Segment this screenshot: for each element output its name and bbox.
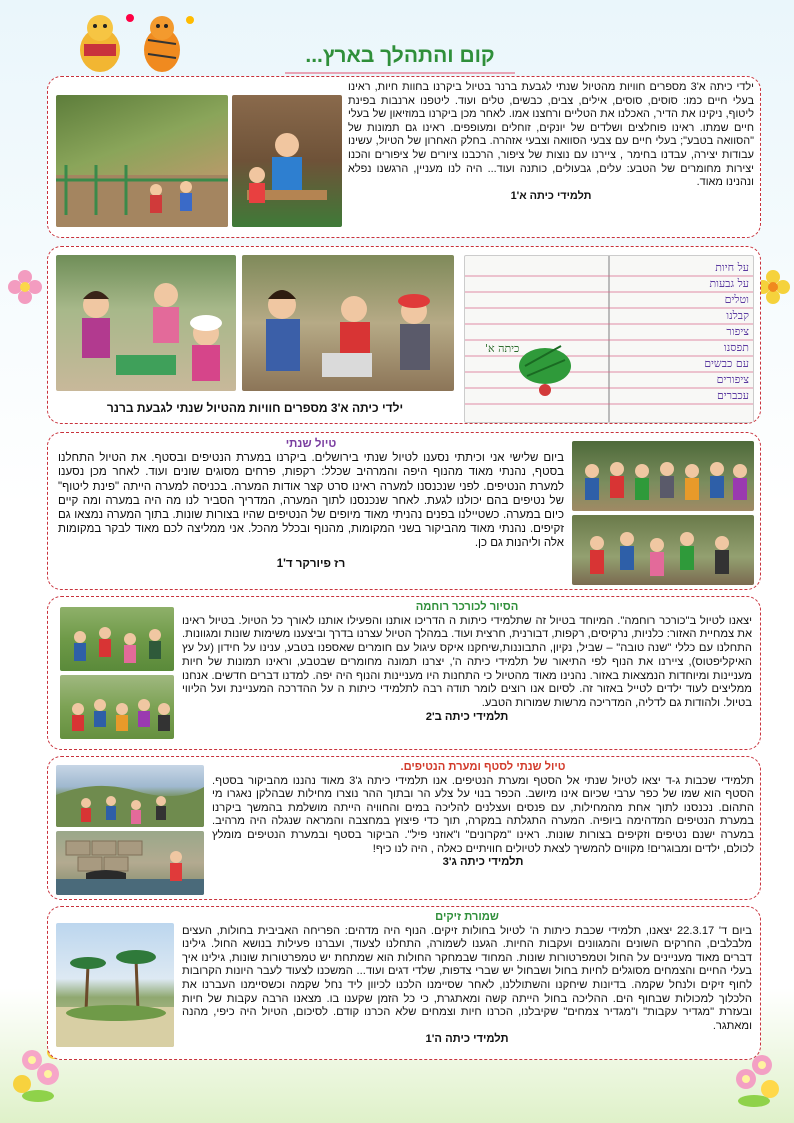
article1-text <box>348 81 754 203</box>
photo-zikim-palms <box>56 923 174 1047</box>
article5-heading: שמורת זיקים <box>435 911 499 923</box>
photo-panel <box>47 246 761 424</box>
photo-satef-view <box>56 765 204 827</box>
article-satef-cave <box>47 756 761 900</box>
notebook-line: וטלים <box>724 293 749 306</box>
notebook-line: קבלנו <box>726 309 749 322</box>
article3-body: יצאנו לטיול ב"כורכר רוחמה". המיוחד בטיול זה שתלמידי כיתות ה הדריכו אותנו והפעילו אותנו לאורך כל הטיול. בטיול ראינו את צמחיית האזור: כלניות, נרקיסים, רקפות, דבורנית, חרצית ועוד. במהלך הטיול עצרנו בדרך וביצענו משימות שונות ומגוונות. התחלנו עם כללי "שנה טובה" – שביל, נקיון, התבוננות,שיחקנו איקס עיגול עם חומרים שאספנו בטבע, ענינו על חידון (על עץ האיקליפטוס), ציירנו את הנוף לפי התיאור של תלמידי כיתה ה', יצרנו תמונה מחומרים שבטבע, וראינו תמונות של חיות מעניינות ומיוחדות הנמצאות באזור. נהנינו מאוד מהטיול כי התחנות היו מעניינות והנוף היה יפה. למדנו דברים חדשים. אנחנו ממליצים לעוד ילדים לטייל באזור זה. לסיום אנו רוצים לומר תודה רבה לתלמידי כיתות ה על ההדרכה המעניינת ועל הליווי בטיול. ולהודות גם לדליה, המדריכה מרשות שמורות הטבע. <box>182 614 752 709</box>
article2-heading: טיול שנתי <box>285 438 337 450</box>
photo-craft-activity <box>232 95 342 227</box>
craft-scene-icon <box>232 95 342 227</box>
article5-text <box>182 911 752 1047</box>
notebook-lines <box>615 260 749 404</box>
flower-icon <box>8 270 42 304</box>
photo-satef-spring <box>56 831 204 895</box>
photo-panel-caption: ילדי כיתה א'3 מספרים חוויות מהטיול שנתי לגבעת ברנר <box>106 401 404 415</box>
article-petting-farm <box>47 76 761 238</box>
notebook-line: עכברים <box>716 389 749 402</box>
notebook-line: ציפור <box>726 325 749 338</box>
notebook-line: על גבעות <box>709 277 749 290</box>
notebook-line: ציפורים <box>716 373 749 386</box>
article5-body: ביום ד' 22.3.17 יצאנו, תלמידי שכבת כיתות ה' לטיול בחולות זיקים. הנוף היה מדהים: הפריחה האביבית בחולות, העצים מלבלבים, החרקים השונים והמגוונים ועקבות החיות. הגענו לשמורה, התחלנו לצעוד, ועברנו פעילות בנושא החול. גילינו דברים מאוד מעניינים על החול וטמפרטורות שונות. המחוד שבמחקר החולות הוא שמתחת יש טמפרטורות שונות, גילינו איך בעלי החיים והצמחים מסוגלים לחיות בחול ושבחול יש שברי צדפות, שלדי דגים ועוד... המשכנו לצעוד לעבר היונות הקרובות לחוף זיקים ולנחל שקמה. בדיונות שיחקנו והשתוללנו, לאחר שסיימנו הלכנו לכיוון ליד נחל שקמה וכשסיימנו העברנו את הלכלוך למכולות שבחוף הים. ההליכה בחול הייתה קשה ומאתגרת, כי כל הזמן שקענו בו. מצאנו הרבה עקבות של חיות ובעזרת "מגדיר עקבות" ו"מגדיר צמחים" שקיבלנו, הכרנו חיות וצמחים שלא הכרנו קודם. לסיכום, הטיול היה כיפי, מהנה ומאתגר. <box>182 924 752 1032</box>
article3-signature: תלמידי כיתה ב'2 <box>425 710 509 723</box>
photo-kurkar-group-2 <box>60 675 174 739</box>
notebook-line: עם כבשים <box>704 357 749 370</box>
flower-icon <box>756 270 790 304</box>
article2-text <box>58 437 564 571</box>
article4-signature: תלמידי כיתה ג'3 <box>442 856 524 869</box>
photo-kurkar-group-1 <box>60 607 174 671</box>
article-jerusalem-trip <box>47 432 761 590</box>
article3-text <box>182 601 752 724</box>
photo-group-trip-1 <box>572 441 754 511</box>
title-underline <box>285 72 515 74</box>
article-kurkar-ruhama <box>47 596 761 750</box>
article2-body: ביום שלישי אני וכיתתי נסענו לטיול שנתי בירושלים. ביקרנו במערת הנטיפים ובסטף. את הטיול התחלנו בסטף, נהנתי מאוד מהנוף היפה והמרהיב שכלל: רקפות, פרחים מסוגים שונים ועוד. לאחר מכן נסענו למערת הנטיפים. לפני שנכנסנו למערה ראינו סרט קצר אודות המערה. בכניסה למערה הייתה "פינת ליטוף" של נטיפים בהם יכולנו לגעת. לאחר שנכנסנו לתוך המערה, המדריך הסביר לנו מה היה במערה ומה קיים כיום במערה. כשטיילנו בפנים נהניתי מאוד מיופים של הנטיפים שהיו בצורות שונות. בתוך המערה נמצאו גם זקיפים. נהנתי מאוד מהביקור בשני המקומות, מהנוף ובכלל מהכל. אני ממליצה לכם מאוד לבקר במקומות אלה וליהנות גם כן. <box>58 452 564 550</box>
article3-heading: הסיור לכורכר רוחמה <box>415 601 519 613</box>
photo-notebook <box>464 255 754 423</box>
article4-text <box>212 761 754 870</box>
field-scene-icon <box>60 607 174 671</box>
article4-heading: טיול שנתי לסטף ומערת הנטיפים. <box>400 761 566 773</box>
landscape-scene-icon <box>56 765 204 827</box>
group-scene-icon <box>572 515 754 585</box>
petting-zoo-scene-icon <box>56 95 228 227</box>
photo-children-animals <box>56 255 236 391</box>
notebook-signoff: כיתה א' <box>485 342 520 355</box>
group-scene-icon <box>572 441 754 511</box>
photo-group-trip-2 <box>572 515 754 585</box>
article1-body: ילדי כיתה א'3 מספרים חוויות מהטיול שנתי לגבעת ברנר בטיול ביקרנו בחוות חיות, ראינו בעלי חיים כמו: סוסים, סוסים, אילים, צבים, כבשים, טלים ועוד. ליטפנו ארנבות בפינת ליטוף, ניקינו את הדיר, האכלנו את הטליים ורחצנו אמו. לאחר מכן ביקרנו במוזיאון של בעלי חיים שמתו. ראינו פוחלצים ושלדים של יונקים, זוחלים ומעופפים. ראינו גם תמונות של "הסוואה בטבע"; בעלי חיים עם צבעי הסוואה וצבעי אזהרה. בחלק האחרון של הטיול, עשינו עבודות יצירה, עבדנו בחימר , ציירנו עם נוצות של ציפור, הרכבנו ציורים של ציפורים והכנו יצירות מחומרים של הטבע: עלים, גבעולים, כותנה ועוד... היה לנו מעניין, הרגשנו נפלא ונהנינו מאוד. <box>348 81 754 189</box>
article1-signature: תלמידי כיתה א'1 <box>510 189 592 202</box>
children-scene-icon <box>56 255 236 391</box>
notebook-line: על חיות <box>715 261 749 274</box>
article2-signature: רז פיורקר ד'1 <box>276 557 346 570</box>
field-scene-icon <box>60 675 174 739</box>
palm-trees-icon <box>56 923 174 1047</box>
article4-body: תלמידי שכבות ג-ד יצאו לטיול שנתי אל הסטף ומערת הנטיפים. אנו תלמידי כיתה ג'3 מאוד נהננו מהביקור בסטף. הסטף הוא שמו של כפר ערבי שכיום אינו מיושב. הכפר בנוי על צלע הר ובתוך ההר נוצרו מחילות שבהלקן נאגרו מי התהום. נכנסנו לתוך אחת מהמחילות, עם פנסים ועצלנים להליכה במים והחוויה הייתה מושלמת בהמשך ביקרנו במערת הנטיפים המדהימה ביופיה. המערה התגלתה במקרה, תוך כדי פיצוץ במחצבה והמראה שנגלה היה מרהיב. במערה ישנם נטיפים וזקיפים בצורות שונות. ראינו "מקרונים" ו"אוזני פיל". הביקור בסטף ובמערת הנטיפים מומלץ לכולם, ילדים ומבוגרים! מקווים להמשיך לצאת לטיולים חוויתיים כאלה , היה לנו כיף! <box>212 774 754 855</box>
basket-scene-icon <box>242 255 454 391</box>
photo-children-basket <box>242 255 454 391</box>
article-zikim-reserve <box>47 906 761 1060</box>
notebook-line: תפסנו <box>723 341 749 354</box>
article5-signature: תלמידי כיתה ה'1 <box>425 1033 509 1046</box>
stone-pool-icon <box>56 831 204 895</box>
photo-petting-zoo <box>56 95 228 227</box>
page-title: קום והתהלך בארץ... <box>305 44 495 67</box>
